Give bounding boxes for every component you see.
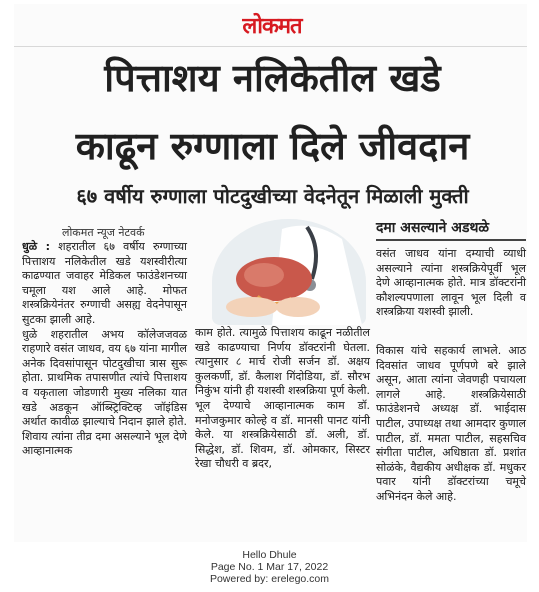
- col1-para-2: धुळे शहरातील अभय कॉलेजजवळ राहणारे वसंत जाधव, वय ६७ यांना मागील अनेक दिवसांपासून पोटदुखीचा त्रास सुरू होता. प्राथमिक तपासणीत त्यांचे पित्ताशय व यकृताला जोडणारी मुख्य नलिका यात खडे अडकून ऑब्स्ट्रिक्टिव्ह जॉइंडिस अर्थात कावीळ झाल्याचे निदान झाले होते. शिवाय त्यांना तीव्र दमा असल्याने भूल देणे आव्हानात्मक: [22, 327, 187, 458]
- col3-para-2: विकास यांचे सहकार्य लाभले. आठ दिवसांत जाधव पूर्णपणे बरे झाले असून, आता त्यांना जेवणही पचायला लागले आहे. शस्त्रक्रियेसाठी फाउंडेशनचे अध्यक्ष डॉ. भाईदास पाटील, उपाध्यक्ष तथा आमदार कुणाल पाटील, डॉ. ममता पाटील, सहसचिव संगीता पाटील, अधिष्ठाता डॉ. प्रशांत सोळंके, वैद्यकीय अधीक्षक डॉ. मधुकर पवार यांनी डॉक्टरांच्या चमूचे अभिनंदन केले आहे.: [376, 344, 526, 503]
- footer-powered-by: Powered by: erelego.com: [209, 573, 330, 585]
- subheading: ६७ वर्षीय रुग्णाला पोटदुखीच्या वेदनेतून मिळाली मुक्ती: [76, 184, 469, 208]
- byline: लोकमत न्यूज नेटवर्क: [62, 226, 145, 239]
- article-column-1: [22, 240, 187, 459]
- article-column-2: [195, 326, 370, 472]
- col1-para-1: शहरातील ६७ वर्षीय रुग्णाच्या पित्ताशय नलिकेतील खडे यशस्वीरीत्या काढण्यात जवाहर मेडिकल फाउंडेशनच्या चमूला यश आले आहे. मोफत शस्त्रक्रियेनंतर रुग्णाची असह्य वेदनेपासून सुटका झाली आहे.: [22, 240, 187, 326]
- side-box-text: [376, 247, 526, 320]
- col3-para-1: वसंत जाधव यांना दम्याची व्याधी असल्याने त्यांना शस्त्रक्रियेपूर्वी भूल देणे आव्हानात्मक होते. मात्र डॉक्टरांनी कौशल्यपणाला लावून भूल दिली व शस्त्रक्रिया यशस्वी झाली.: [376, 247, 526, 319]
- liver-photo: [212, 219, 366, 325]
- col2-para-1: काम होते. त्यामुळे पित्ताशय काढून नळीतील खडे काढण्याचा निर्णय डॉक्टरांनी घेतला. त्यानुसार ८ मार्च रोजी सर्जन डॉ. अक्षय कुलकर्णी, डॉ. कैलाश गिंदोडिया, डॉ. सौरभ निकुंभ यांनी ही यशस्वी शस्त्रक्रिया पूर्ण केली. भूल देण्याचे आव्हानात्मक काम डॉ. मनोजकुमार कोल्हे व डॉ. मानसी पानट यांनी केले. या शस्त्रक्रियेसाठी डॉ. अली, डॉ. सिद्धेश, डॉ. शिवम, डॉ. ओमकार, सिस्टर रेखा चौधरी व ब्रदर,: [195, 326, 370, 471]
- dateline: धुळे :: [22, 240, 50, 253]
- headline-line-2: काढून रुग्णाला दिले जीवदान: [75, 124, 470, 168]
- footer-page-date: Page No. 1 Mar 17, 2022: [210, 561, 329, 573]
- article-column-3: [376, 344, 526, 505]
- masthead: [14, 4, 527, 47]
- side-heading: दमा असल्याने अडथळे: [376, 217, 526, 241]
- footer-edition: Hello Dhule: [242, 549, 297, 561]
- lokmat-logo: लोकमत: [242, 14, 302, 39]
- news-clipping: [14, 4, 527, 542]
- headline-line-1: पित्ताशय नलिकेतील खडे: [104, 56, 441, 100]
